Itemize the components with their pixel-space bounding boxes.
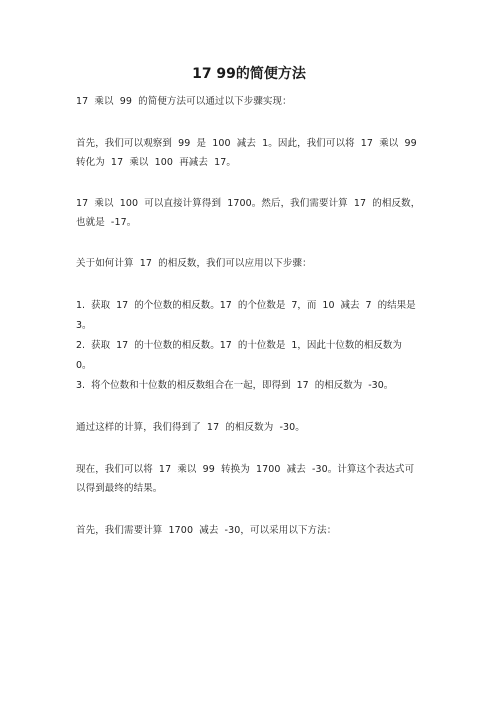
paragraph-2: 17 乘以 100 可以直接计算得到 1700。然后，我们需要计算 17 的相反数，也就是 -17。 <box>76 198 421 228</box>
intro-paragraph: 17 乘以 99 的简便方法可以通过以下步骤实现： <box>76 96 292 107</box>
steps-list <box>76 296 422 396</box>
list-item: 3. 将个位数和十位数的相反数组合在一起，即得到 17 的相反数为 -30。 <box>76 380 394 391</box>
list-item: 2. 获取 17 的十位数的相反数。17 的十位数是 1，因此十位数的相反数为 0。 <box>76 340 402 371</box>
paragraph-6: 首先，我们需要计算 1700 减去 -30，可以采用以下方法： <box>76 525 337 536</box>
document-title: 17 99的简便方法 <box>192 66 306 82</box>
paragraph-5: 现在，我们可以将 17 乘以 99 转换为 1700 减去 -30。计算这个表达式可以得到最终的结果。 <box>76 464 415 494</box>
paragraph-4: 通过这样的计算，我们得到了 17 的相反数为 -30。 <box>76 422 305 433</box>
paragraph-1: 首先，我们可以观察到 99 是 100 减去 1。因此，我们可以将 17 乘以 99 转化为 17 乘以 100 再减去 17。 <box>76 138 417 168</box>
paragraph-3: 关于如何计算 17 的相反数，我们可以应用以下步骤： <box>76 258 312 269</box>
list-item: 1. 获取 17 的个位数的相反数。17 的个位数是 7，而 10 减去 7 的结果是 3。 <box>76 300 416 331</box>
